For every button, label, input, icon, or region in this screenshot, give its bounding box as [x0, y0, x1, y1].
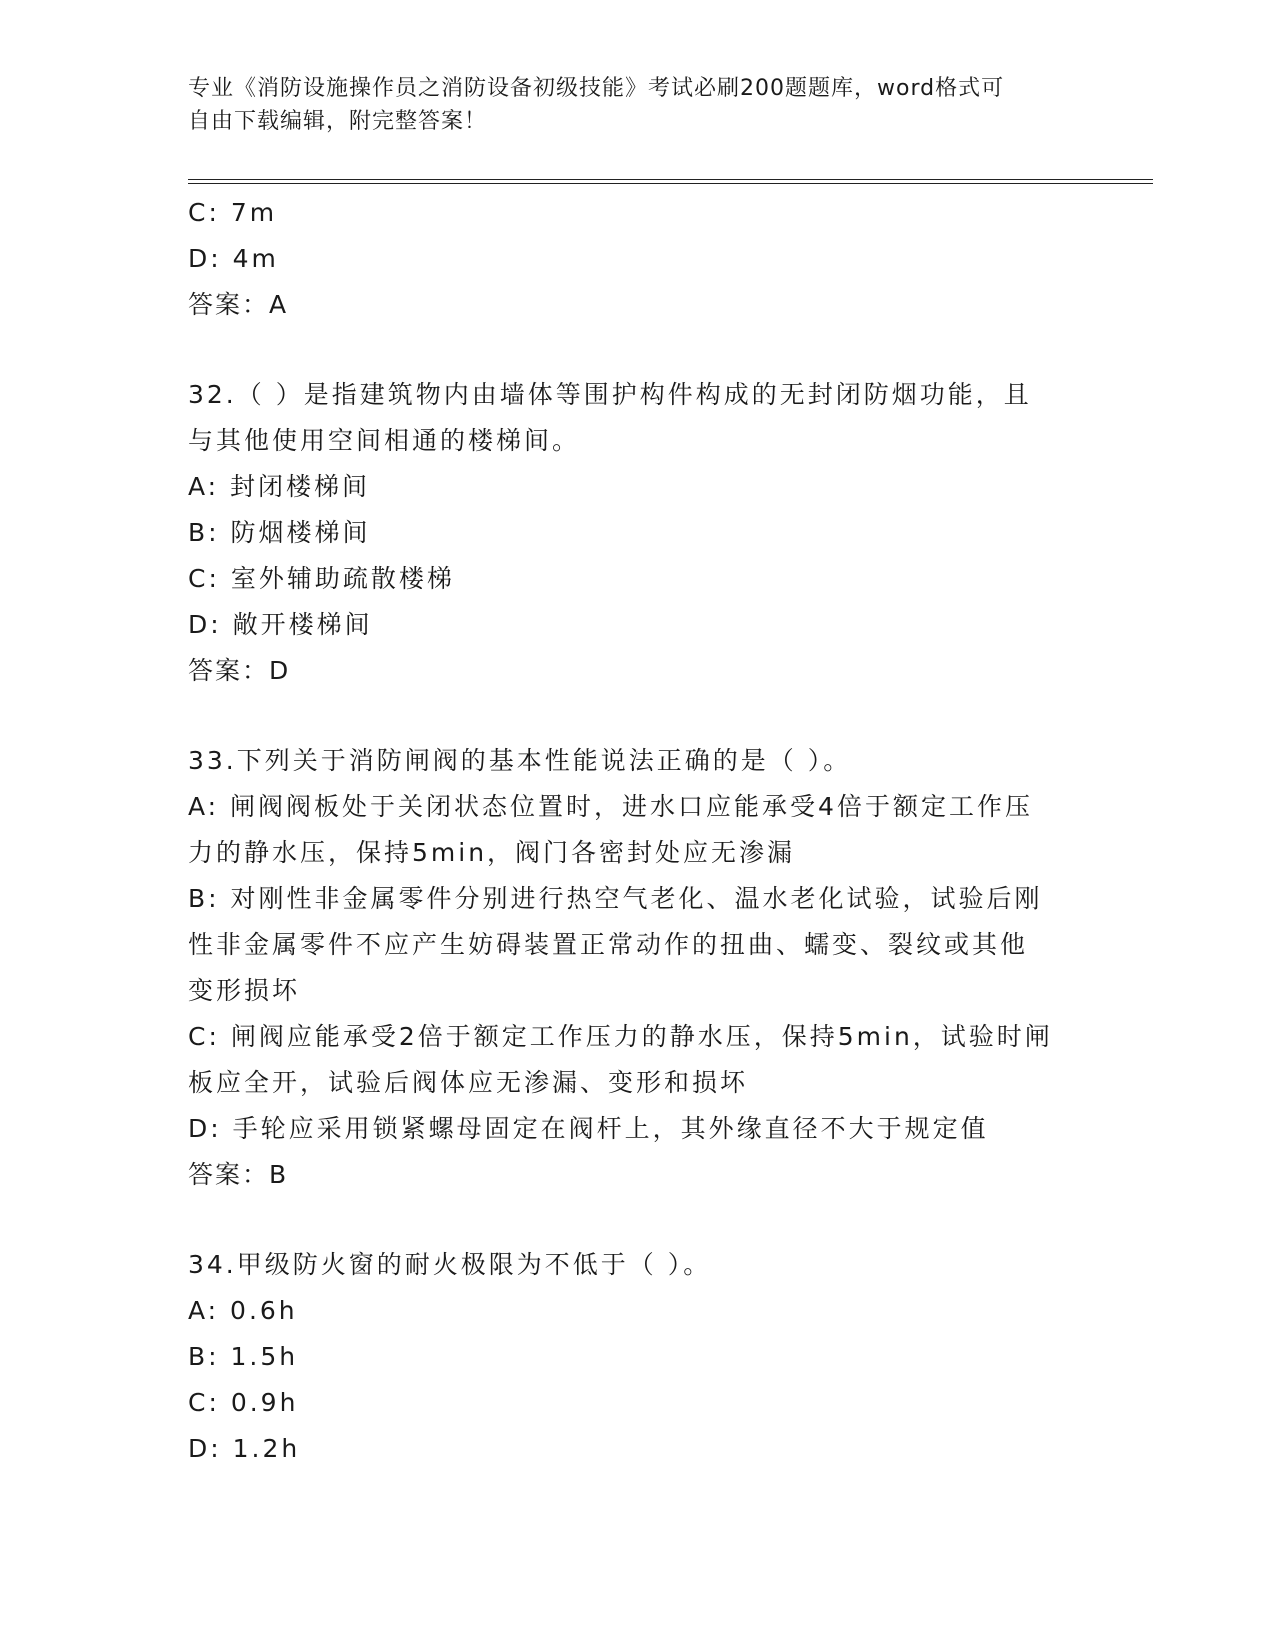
option-a: A: 封闭楼梯间: [188, 472, 371, 501]
question-34: [188, 1242, 1088, 1472]
option-a: A: 闸阀阀板处于关闭状态位置时，进水口应能承受4倍于额定工作压: [188, 792, 1033, 821]
option-d: D: 手轮应采用锁紧螺母固定在阀杆上，其外缘直径不大于规定值: [188, 1114, 989, 1143]
header-line-1: 专业《消防设施操作员之消防设备初级技能》考试必刷200题题库，word格式可: [188, 76, 1005, 101]
option-b: B: 对刚性非金属零件分别进行热空气老化、温水老化试验，试验后刚: [188, 884, 1043, 913]
option-a-cont: 力的静水压，保持5min，阀门各密封处应无渗漏: [188, 838, 796, 867]
answer: 答案：A: [188, 290, 289, 319]
option-c: C: 0.9h: [188, 1388, 299, 1417]
header-line-2: 自由下载编辑，附完整答案！: [188, 109, 488, 134]
option-c: C: 7m: [188, 198, 278, 227]
spacer: [188, 1198, 1088, 1242]
option-b-cont: 变形损坏: [188, 976, 301, 1005]
document-header: [188, 72, 1088, 138]
header-divider-top: [188, 179, 1153, 180]
question-stem: 33.下列关于消防闸阀的基本性能说法正确的是（ ）。: [188, 746, 852, 775]
option-d: D: 1.2h: [188, 1434, 301, 1463]
question-list: [188, 190, 1088, 1472]
option-c: C: 闸阀应能承受2倍于额定工作压力的静水压，保持5min，试验时闸: [188, 1022, 1053, 1051]
option-c-cont: 板应全开，试验后阀体应无渗漏、变形和损坏: [188, 1068, 749, 1097]
option-d: D: 4m: [188, 244, 279, 273]
question-stem-cont: 与其他使用空间相通的楼梯间。: [188, 426, 581, 455]
spacer: [188, 328, 1088, 372]
answer: 答案：D: [188, 656, 291, 685]
option-b: B: 防烟楼梯间: [188, 518, 371, 547]
question-stem: 32.（ ）是指建筑物内由墙体等围护构件构成的无封闭防烟功能，且: [188, 380, 1032, 409]
question-32: [188, 372, 1088, 694]
question-31-tail: [188, 190, 1088, 328]
option-b: B: 1.5h: [188, 1342, 299, 1371]
header-divider-bottom: [188, 183, 1153, 184]
spacer: [188, 694, 1088, 738]
answer: 答案：B: [188, 1160, 289, 1189]
option-d: D: 敞开楼梯间: [188, 610, 373, 639]
question-33: [188, 738, 1088, 1198]
option-a: A: 0.6h: [188, 1296, 298, 1325]
option-c: C: 室外辅助疏散楼梯: [188, 564, 455, 593]
option-b-cont: 性非金属零件不应产生妨碍装置正常动作的扭曲、蠕变、裂纹或其他: [188, 930, 1029, 959]
question-stem: 34.甲级防火窗的耐火极限为不低于（ ）。: [188, 1250, 712, 1279]
